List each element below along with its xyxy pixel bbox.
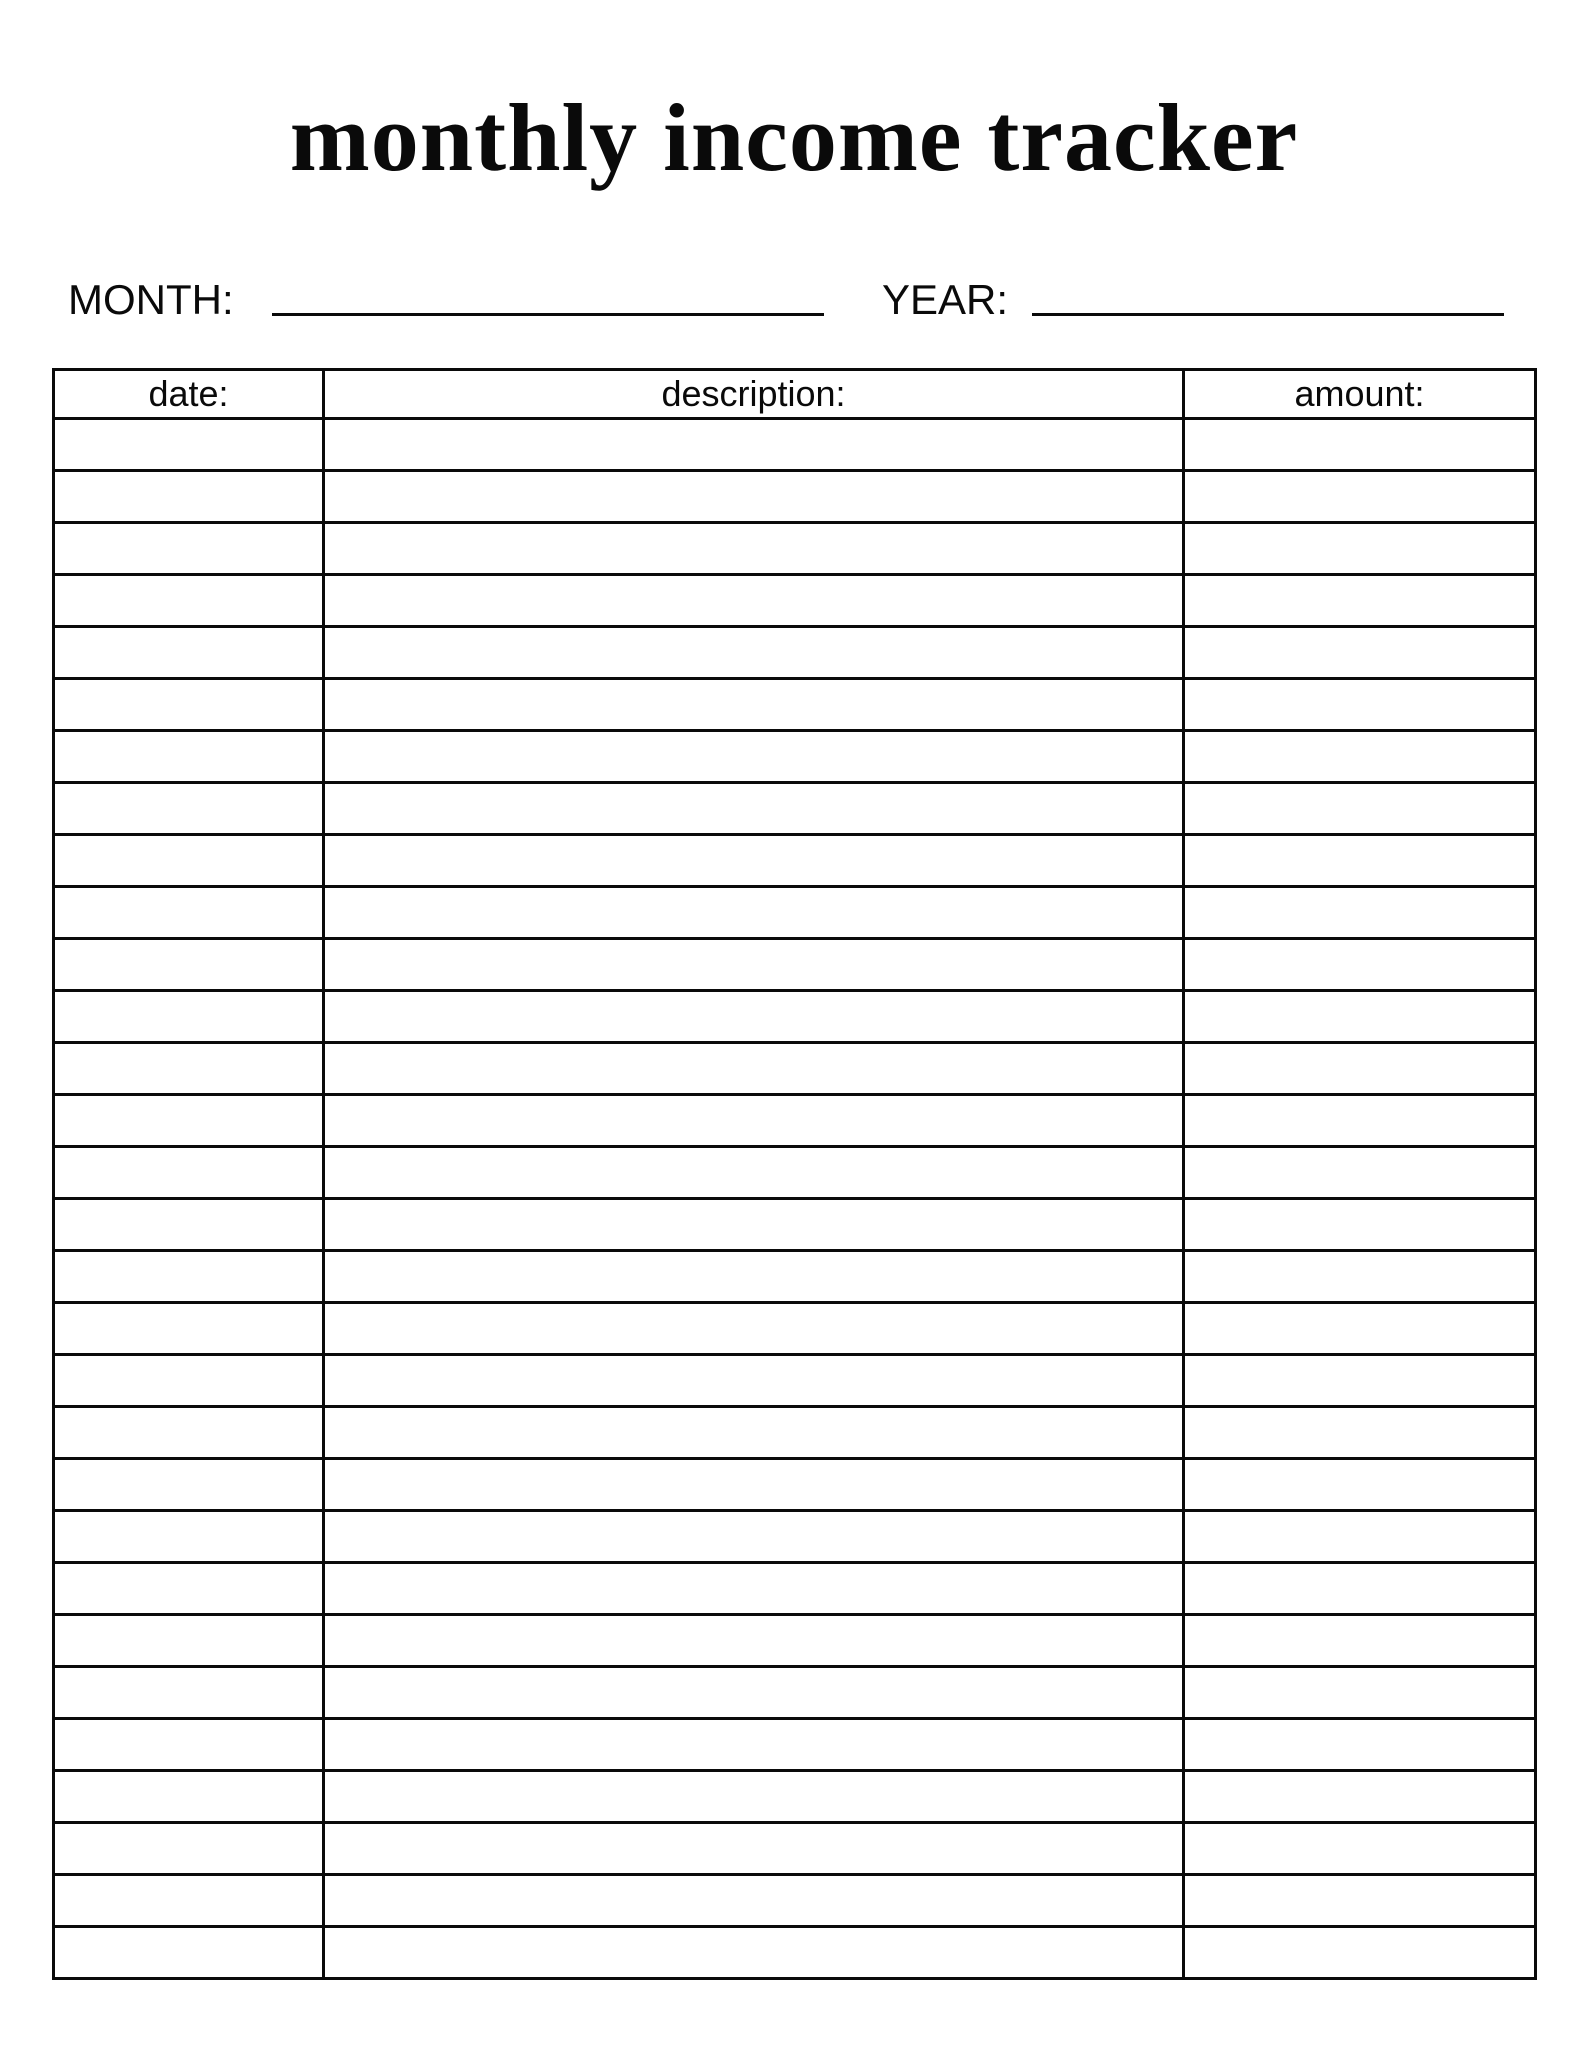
amount-cell[interactable] (1184, 1875, 1536, 1927)
amount-cell-input[interactable] (1185, 1148, 1534, 1197)
table-row (54, 1043, 1536, 1095)
amount-cell-input[interactable] (1185, 1824, 1534, 1873)
description-cell-input[interactable] (325, 1408, 1182, 1457)
month-label: MONTH: (68, 276, 234, 323)
amount-cell-input[interactable] (1185, 628, 1534, 677)
amount-cell-input[interactable] (1185, 1252, 1534, 1301)
description-cell-input[interactable] (325, 1876, 1182, 1925)
table-row (54, 1355, 1536, 1407)
description-cell-input[interactable] (325, 1564, 1182, 1613)
description-cell-input[interactable] (325, 1824, 1182, 1873)
date-cell[interactable] (54, 679, 324, 731)
table-row (54, 731, 1536, 783)
date-cell-input[interactable] (55, 1252, 322, 1301)
description-cell[interactable] (324, 679, 1184, 731)
date-cell[interactable] (54, 1303, 324, 1355)
table-row (54, 1615, 1536, 1667)
amount-cell-input[interactable] (1185, 524, 1534, 573)
description-cell[interactable] (324, 1251, 1184, 1303)
date-cell[interactable] (54, 1459, 324, 1511)
date-cell-input[interactable] (55, 1876, 322, 1925)
description-cell-input[interactable] (325, 680, 1182, 729)
amount-cell-input[interactable] (1185, 784, 1534, 833)
column-header-description: description: (324, 370, 1184, 419)
amount-cell[interactable] (1184, 1095, 1536, 1147)
date-cell-input[interactable] (55, 1096, 322, 1145)
table-row (54, 1771, 1536, 1823)
table-row (54, 1511, 1536, 1563)
table-row (54, 1147, 1536, 1199)
amount-cell-input[interactable] (1185, 1564, 1534, 1613)
page-title: monthly income tracker (289, 84, 1299, 191)
table-row (54, 679, 1536, 731)
amount-cell[interactable] (1184, 523, 1536, 575)
date-cell-input[interactable] (55, 1772, 322, 1821)
table-row (54, 1719, 1536, 1771)
description-cell[interactable] (324, 1823, 1184, 1875)
description-cell[interactable] (324, 1303, 1184, 1355)
date-cell-input[interactable] (55, 628, 322, 677)
date-cell-input[interactable] (55, 1668, 322, 1717)
amount-cell-input[interactable] (1185, 732, 1534, 781)
date-cell[interactable] (54, 991, 324, 1043)
description-cell[interactable] (324, 835, 1184, 887)
description-cell-input[interactable] (325, 1928, 1182, 1977)
description-cell-input[interactable] (325, 888, 1182, 937)
description-cell-input[interactable] (325, 1252, 1182, 1301)
description-cell[interactable] (324, 1355, 1184, 1407)
amount-cell[interactable] (1184, 1459, 1536, 1511)
description-cell[interactable] (324, 1199, 1184, 1251)
table-row (54, 991, 1536, 1043)
description-cell-input[interactable] (325, 1720, 1182, 1769)
description-cell-input[interactable] (325, 732, 1182, 781)
date-cell[interactable] (54, 419, 324, 471)
table-row (54, 887, 1536, 939)
description-cell-input[interactable] (325, 940, 1182, 989)
table-row (54, 1875, 1536, 1927)
date-cell-input[interactable] (55, 420, 322, 469)
amount-cell[interactable] (1184, 991, 1536, 1043)
table-row (54, 1199, 1536, 1251)
amount-cell-input[interactable] (1185, 680, 1534, 729)
amount-cell[interactable] (1184, 1043, 1536, 1095)
table-row (54, 419, 1536, 471)
description-cell-input[interactable] (325, 1460, 1182, 1509)
description-cell[interactable] (324, 1459, 1184, 1511)
description-cell-input[interactable] (325, 1356, 1182, 1405)
date-cell[interactable] (54, 1251, 324, 1303)
amount-cell-input[interactable] (1185, 472, 1534, 521)
description-cell[interactable] (324, 991, 1184, 1043)
description-cell[interactable] (324, 1771, 1184, 1823)
date-cell-input[interactable] (55, 1564, 322, 1613)
amount-cell[interactable] (1184, 471, 1536, 523)
description-cell[interactable] (324, 1563, 1184, 1615)
table-row (54, 1407, 1536, 1459)
description-cell[interactable] (324, 1667, 1184, 1719)
date-cell-input[interactable] (55, 1304, 322, 1353)
description-cell-input[interactable] (325, 420, 1182, 469)
description-cell[interactable] (324, 1927, 1184, 1979)
amount-cell-input[interactable] (1185, 1044, 1534, 1093)
description-cell[interactable] (324, 1147, 1184, 1199)
date-cell-input[interactable] (55, 732, 322, 781)
description-cell-input[interactable] (325, 1200, 1182, 1249)
amount-cell-input[interactable] (1185, 1408, 1534, 1457)
date-cell[interactable] (54, 1199, 324, 1251)
amount-cell[interactable] (1184, 1667, 1536, 1719)
date-cell[interactable] (54, 1823, 324, 1875)
table-row (54, 835, 1536, 887)
date-cell[interactable] (54, 783, 324, 835)
amount-cell[interactable] (1184, 1407, 1536, 1459)
description-cell-input[interactable] (325, 472, 1182, 521)
description-cell-input[interactable] (325, 524, 1182, 573)
description-cell[interactable] (324, 1719, 1184, 1771)
amount-cell[interactable] (1184, 419, 1536, 471)
amount-cell[interactable] (1184, 783, 1536, 835)
amount-cell-input[interactable] (1185, 1200, 1534, 1249)
description-cell[interactable] (324, 1095, 1184, 1147)
date-cell-input[interactable] (55, 1512, 322, 1561)
amount-cell-input[interactable] (1185, 1720, 1534, 1769)
amount-cell[interactable] (1184, 1771, 1536, 1823)
amount-cell-input[interactable] (1185, 1356, 1534, 1405)
column-header-amount: amount: (1184, 370, 1536, 419)
date-cell[interactable] (54, 1407, 324, 1459)
amount-cell-input[interactable] (1185, 1304, 1534, 1353)
table-body (54, 419, 1536, 1979)
date-cell[interactable] (54, 523, 324, 575)
date-cell-input[interactable] (55, 1148, 322, 1197)
table-row (54, 1095, 1536, 1147)
date-cell-input[interactable] (55, 1928, 322, 1977)
date-cell[interactable] (54, 1615, 324, 1667)
description-cell-input[interactable] (325, 992, 1182, 1041)
date-cell[interactable] (54, 1667, 324, 1719)
description-cell-input[interactable] (325, 1044, 1182, 1093)
date-cell-input[interactable] (55, 1044, 322, 1093)
date-cell[interactable] (54, 1147, 324, 1199)
date-cell-input[interactable] (55, 680, 322, 729)
date-cell[interactable] (54, 627, 324, 679)
date-cell[interactable] (54, 887, 324, 939)
description-cell[interactable] (324, 523, 1184, 575)
date-cell-input[interactable] (55, 472, 322, 521)
table-row (54, 939, 1536, 991)
table-row (54, 1667, 1536, 1719)
description-cell[interactable] (324, 783, 1184, 835)
table-row (54, 1459, 1536, 1511)
amount-cell-input[interactable] (1185, 1096, 1534, 1145)
description-cell[interactable] (324, 1043, 1184, 1095)
table-row (54, 523, 1536, 575)
description-cell-input[interactable] (325, 1668, 1182, 1717)
table-row (54, 1303, 1536, 1355)
table-row (54, 1823, 1536, 1875)
date-cell-input[interactable] (55, 888, 322, 937)
amount-cell[interactable] (1184, 835, 1536, 887)
date-cell-input[interactable] (55, 836, 322, 885)
amount-cell-input[interactable] (1185, 940, 1534, 989)
amount-cell-input[interactable] (1185, 1460, 1534, 1509)
amount-cell[interactable] (1184, 1823, 1536, 1875)
amount-cell-input[interactable] (1185, 1772, 1534, 1821)
amount-cell[interactable] (1184, 1303, 1536, 1355)
amount-cell[interactable] (1184, 679, 1536, 731)
description-cell[interactable] (324, 1615, 1184, 1667)
date-cell-input[interactable] (55, 1824, 322, 1873)
date-cell[interactable] (54, 939, 324, 991)
date-cell-input[interactable] (55, 1460, 322, 1509)
date-cell-input[interactable] (55, 1408, 322, 1457)
table-header-row (54, 370, 1536, 419)
date-cell[interactable] (54, 1095, 324, 1147)
description-cell[interactable] (324, 731, 1184, 783)
description-cell[interactable] (324, 939, 1184, 991)
description-cell[interactable] (324, 471, 1184, 523)
date-cell[interactable] (54, 1043, 324, 1095)
date-cell[interactable] (54, 731, 324, 783)
amount-cell[interactable] (1184, 887, 1536, 939)
description-cell-input[interactable] (325, 1304, 1182, 1353)
description-cell[interactable] (324, 575, 1184, 627)
table-row (54, 783, 1536, 835)
amount-cell[interactable] (1184, 1511, 1536, 1563)
amount-cell[interactable] (1184, 575, 1536, 627)
amount-cell[interactable] (1184, 731, 1536, 783)
amount-cell[interactable] (1184, 627, 1536, 679)
date-cell[interactable] (54, 1719, 324, 1771)
date-cell-input[interactable] (55, 524, 322, 573)
year-label: YEAR: (882, 276, 1009, 323)
description-cell[interactable] (324, 1875, 1184, 1927)
description-cell[interactable] (324, 419, 1184, 471)
table-row (54, 471, 1536, 523)
year-field[interactable] (1032, 313, 1504, 316)
amount-cell[interactable] (1184, 1355, 1536, 1407)
description-cell-input[interactable] (325, 576, 1182, 625)
date-cell[interactable] (54, 1771, 324, 1823)
table-row (54, 627, 1536, 679)
date-cell[interactable] (54, 1927, 324, 1979)
date-cell-input[interactable] (55, 784, 322, 833)
description-cell-input[interactable] (325, 784, 1182, 833)
amount-cell-input[interactable] (1185, 992, 1534, 1041)
date-cell[interactable] (54, 1875, 324, 1927)
date-cell[interactable] (54, 1355, 324, 1407)
date-cell-input[interactable] (55, 1720, 322, 1769)
amount-cell-input[interactable] (1185, 888, 1534, 937)
month-field[interactable] (272, 313, 824, 316)
description-cell-input[interactable] (325, 1096, 1182, 1145)
amount-cell-input[interactable] (1185, 1928, 1534, 1977)
amount-cell[interactable] (1184, 1563, 1536, 1615)
amount-cell[interactable] (1184, 1927, 1536, 1979)
description-cell-input[interactable] (325, 1148, 1182, 1197)
amount-cell[interactable] (1184, 1199, 1536, 1251)
amount-cell[interactable] (1184, 939, 1536, 991)
amount-cell[interactable] (1184, 1251, 1536, 1303)
date-cell-input[interactable] (55, 1616, 322, 1665)
amount-cell-input[interactable] (1185, 1512, 1534, 1561)
amount-cell[interactable] (1184, 1147, 1536, 1199)
table-row (54, 1927, 1536, 1979)
description-cell-input[interactable] (325, 628, 1182, 677)
date-cell-input[interactable] (55, 1356, 322, 1405)
date-cell[interactable] (54, 575, 324, 627)
table-row (54, 575, 1536, 627)
date-cell[interactable] (54, 471, 324, 523)
description-cell-input[interactable] (325, 1512, 1182, 1561)
amount-cell-input[interactable] (1185, 836, 1534, 885)
date-cell-input[interactable] (55, 1200, 322, 1249)
description-cell[interactable] (324, 887, 1184, 939)
description-cell[interactable] (324, 1407, 1184, 1459)
table-row (54, 1563, 1536, 1615)
amount-cell-input[interactable] (1185, 1876, 1534, 1925)
date-cell-input[interactable] (55, 992, 322, 1041)
amount-cell-input[interactable] (1185, 420, 1534, 469)
date-cell[interactable] (54, 1511, 324, 1563)
amount-cell-input[interactable] (1185, 576, 1534, 625)
description-cell-input[interactable] (325, 1772, 1182, 1821)
description-cell-input[interactable] (325, 1616, 1182, 1665)
date-cell-input[interactable] (55, 940, 322, 989)
table-row (54, 1251, 1536, 1303)
amount-cell[interactable] (1184, 1719, 1536, 1771)
column-header-date: date: (54, 370, 324, 419)
amount-cell-input[interactable] (1185, 1616, 1534, 1665)
description-cell-input[interactable] (325, 836, 1182, 885)
amount-cell[interactable] (1184, 1615, 1536, 1667)
date-cell-input[interactable] (55, 576, 322, 625)
amount-cell-input[interactable] (1185, 1668, 1534, 1717)
date-cell[interactable] (54, 1563, 324, 1615)
date-cell[interactable] (54, 835, 324, 887)
income-table (52, 368, 1537, 1980)
description-cell[interactable] (324, 1511, 1184, 1563)
description-cell[interactable] (324, 627, 1184, 679)
